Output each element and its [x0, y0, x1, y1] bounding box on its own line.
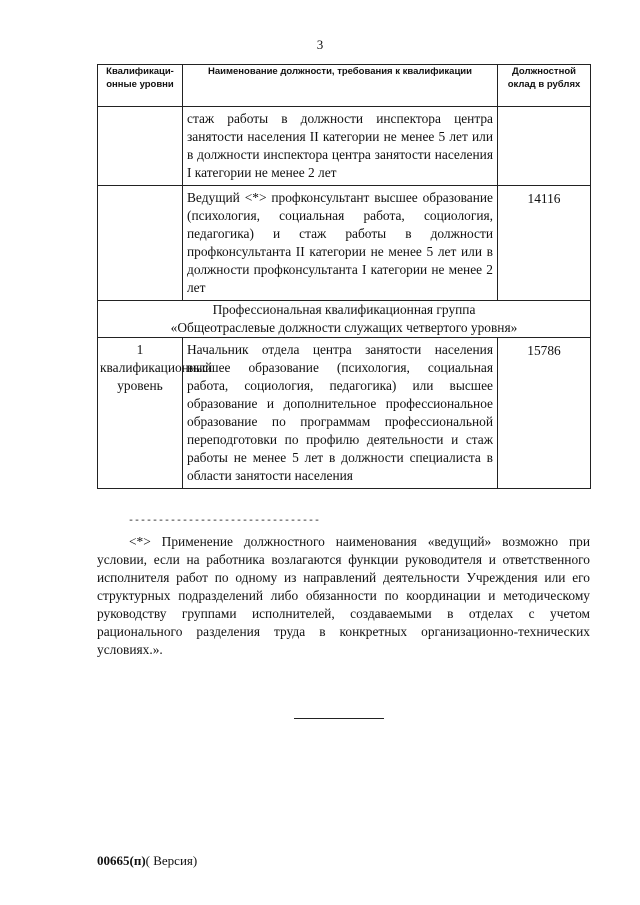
header-position: Наименование должности, требования к квалификации — [183, 65, 498, 107]
group-title-cell — [98, 301, 591, 338]
header-salary: Должностной оклад в рублях — [498, 65, 591, 107]
footnote-separator: -------------------------------- — [128, 516, 321, 527]
position-text: стаж работы в должности инспектора центра занятости населения II категории не менее 5 лет или в должности инспектора центра занятости населения I категории не менее 2 лет — [187, 111, 493, 180]
salary-value: 14116 — [527, 191, 561, 206]
end-divider — [294, 718, 384, 719]
document-version: ( Версия) — [145, 853, 198, 868]
position-text: Начальник отдела центра занятости населения высшее образование (психология, социальная работа, социология, педагогика) или высшее образование и дополнительное профессиональное образование по программам профессиональной переподготовки по профилю деятельности и стаж работы не менее 5 лет в должности специалиста в области занятости населения — [187, 342, 493, 483]
position-cell — [183, 107, 498, 186]
level-cell — [98, 338, 213, 489]
position-cell — [183, 186, 498, 301]
document-code-number: 00665(п) — [97, 853, 146, 868]
level-text: 1 квалификационный уровень — [100, 342, 213, 393]
table-header-row — [98, 65, 591, 107]
page-number: 3 — [316, 37, 324, 52]
document-code — [97, 853, 197, 869]
salary-cell — [498, 338, 591, 489]
table-row — [98, 186, 591, 301]
table-row — [98, 107, 591, 186]
header-level: Квалификаци-онные уровни — [98, 65, 183, 107]
group-title-line: Профессиональная квалификационная группа — [212, 302, 476, 317]
salary-cell — [498, 186, 591, 301]
group-row — [98, 301, 591, 338]
group-title-line: «Общеотраслевые должности служащих четвертого уровня» — [170, 320, 518, 335]
qualification-table — [97, 64, 591, 489]
salary-value: 15786 — [527, 343, 561, 358]
salary-cell — [498, 107, 591, 186]
position-text: Ведущий <*> профконсультант высшее образование (психология, социальная работа, социология, педагогика) и стаж работы в должности профконсультанта II категории не менее 5 лет или в должности профконсультанта I категории не менее 2 лет — [187, 190, 493, 295]
footnote-text: <*> Применение должностного наименования «ведущий» возможно при условии, если на работника возлагаются функции руководителя и ответственного исполнителя работ по одному из направлений деятельности Учреждения или его структурных подразделений либо обязанности по координации и методическому руководству группами исполнителей, создаваемыми в отделах с учетом рационального разделения труда в конкретных организационно-технических условиях.». — [97, 534, 590, 657]
level-cell — [98, 107, 183, 186]
table-row — [98, 338, 591, 489]
position-cell — [183, 338, 498, 489]
level-cell — [98, 186, 183, 301]
